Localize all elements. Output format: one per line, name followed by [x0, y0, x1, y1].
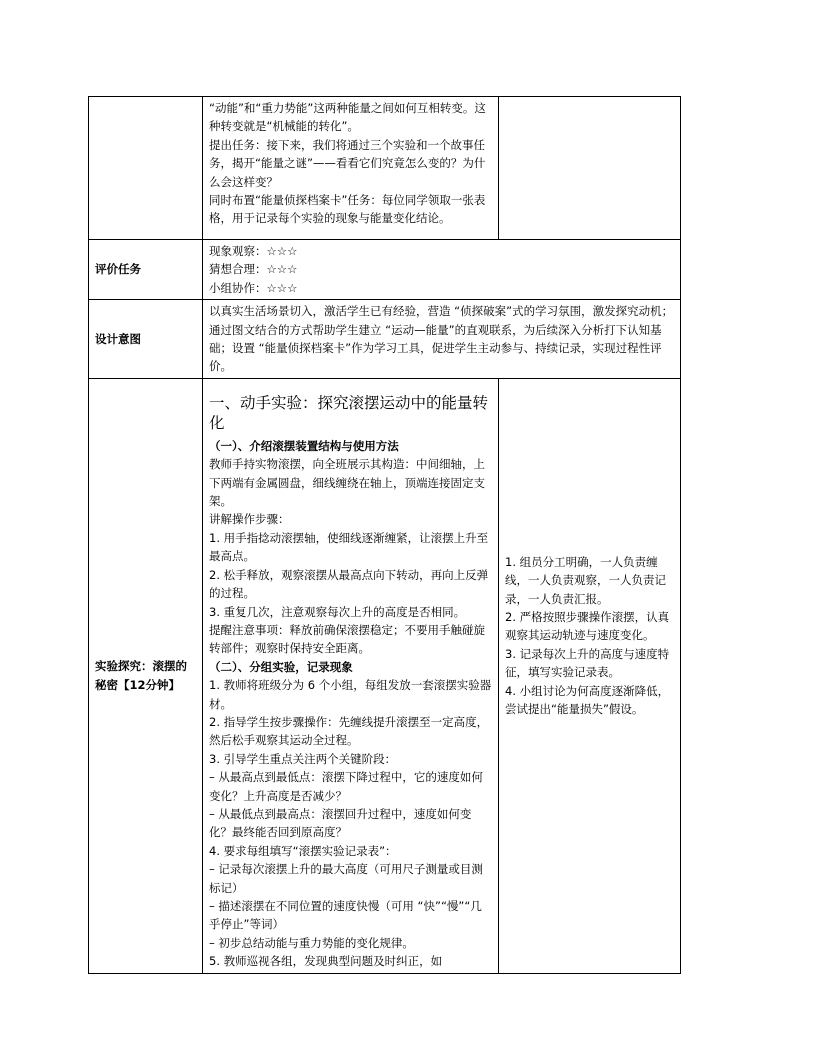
step-item: – 记录每次滚摆上升的最大高度（可用尺子测量或目测标记） [209, 862, 483, 895]
step-item: 1. 教师将班级分为 6 个小组，每组发放一套滚摆实验器材。 [209, 678, 492, 711]
paragraph: 同时布置“能量侦探档案卡”任务：每位同学领取一张表格，用于记录每个实验的现象与能量变化结论。 [209, 193, 486, 226]
experiment-label: 实验探究：滚摆的秘密【12分钟】 [89, 378, 203, 973]
paragraph: “动能”和“重力势能”这两种能量之间如何互相转变。这种转变就是“机械能的转化”。 [209, 101, 486, 134]
table-row [89, 240, 681, 300]
spacer [505, 381, 674, 553]
paragraph: 提醒注意事项：释放前确保滚摆稳定；不要用手触碰旋转部件；观察时保持安全距离。 [209, 622, 485, 656]
subsection-heading: （二）、分组实验，记录现象 [209, 659, 353, 674]
student-activity-cell [499, 378, 681, 973]
table-row [89, 97, 681, 240]
experiment-content-cell [203, 378, 499, 973]
paragraph: 教师手持实物滚摆，向全班展示其构造：中间细轴，上下两端有金属圆盘，细线缠绕在轴上，顶端连接固定支架。 [209, 457, 485, 509]
step-item: – 描述滚摆在不同位置的速度快慢（可用 “快”“慢”“几乎停止”等词） [209, 899, 482, 932]
design-intent-cell [203, 300, 681, 379]
evaluation-item: 猜想合理：☆☆☆ [209, 262, 298, 277]
step-item: – 从最低点到最高点：滚摆回升过程中，速度如何变化？最终能否回到原高度？ [209, 806, 472, 840]
paragraph: 讲解操作步骤： [209, 512, 290, 527]
step-item: 1. 用手指捻动滚摆轴，使细线逐渐缠紧，让滚摆上升至最高点。 [209, 530, 489, 564]
subsection-heading: （一）、介绍滚摆装置结构与使用方法 [209, 438, 399, 453]
activity-item: 4. 小组讨论为何高度逐渐降低，尝试提出“能量损失”假设。 [505, 683, 670, 717]
row1-right-cell [499, 97, 681, 240]
step-item: 4. 要求每组填写“滚摆实验记录表”： [209, 843, 397, 858]
design-intent-text: 以真实生活场景切入，激活学生已有经验，营造 “侦探破案”式的学习氛围，激发探究动机；通过图文结合的方式帮助学生建立 “运动—能量”的直观联系，为后续深入分析打下认知基础；设置 “能量侦探档案卡”作为学习工具，促进学生主动参与、持续记录，实现过程性评价。 [209, 304, 674, 374]
paragraph: 提出任务：接下来，我们将通过三个实验和一个故事任务，揭开“能量之谜”——看看它们究竟怎么变的？为什么会这样变？ [209, 137, 486, 189]
lesson-plan-table [88, 96, 681, 974]
step-item: 3. 重复几次，注意观察每次上升的高度是否相同。 [209, 604, 466, 619]
table-row [89, 378, 681, 973]
row1-content-cell [203, 97, 499, 240]
step-item: 2. 松手释放，观察滚摆从最高点向下转动，再向上反弹的过程。 [209, 567, 489, 601]
design-intent-label: 设计意图 [89, 300, 203, 379]
evaluation-cell [203, 240, 681, 300]
activity-item: 2. 严格按照步骤操作滚摆，认真观察其运动轨迹与速度变化。 [505, 610, 670, 643]
evaluation-item: 现象观察：☆☆☆ [209, 244, 298, 258]
activity-item: 1. 组员分工明确，一人负责缠线，一人负责观察，一人负责记录，一人负责汇报。 [505, 554, 666, 606]
step-item: 2. 指导学生按步骤操作：先缠线提升滚摆至一定高度，然后松手观察其运动全过程。 [209, 714, 489, 748]
step-item: – 从最高点到最低点：滚摆下降过程中，它的速度如何变化？上升高度是否减少？ [209, 770, 483, 803]
section-heading: 一、动手实验：探究滚摆运动中的能量转化 [209, 393, 489, 432]
activity-item: 3. 记录每次上升的高度与速度特征，填写实验记录表。 [505, 646, 670, 680]
row1-label-cell [89, 97, 203, 240]
table-row [89, 300, 681, 379]
evaluation-item: 小组协作：☆☆☆ [209, 280, 298, 295]
step-item: 3. 引导学生重点关注两个关键阶段： [209, 751, 397, 766]
step-item: – 初步总结动能与重力势能的变化规律。 [209, 935, 414, 950]
step-item: 5. 教师巡视各组，发现典型问题及时纠正，如 [209, 954, 443, 969]
evaluation-label: 评价任务 [89, 240, 203, 300]
